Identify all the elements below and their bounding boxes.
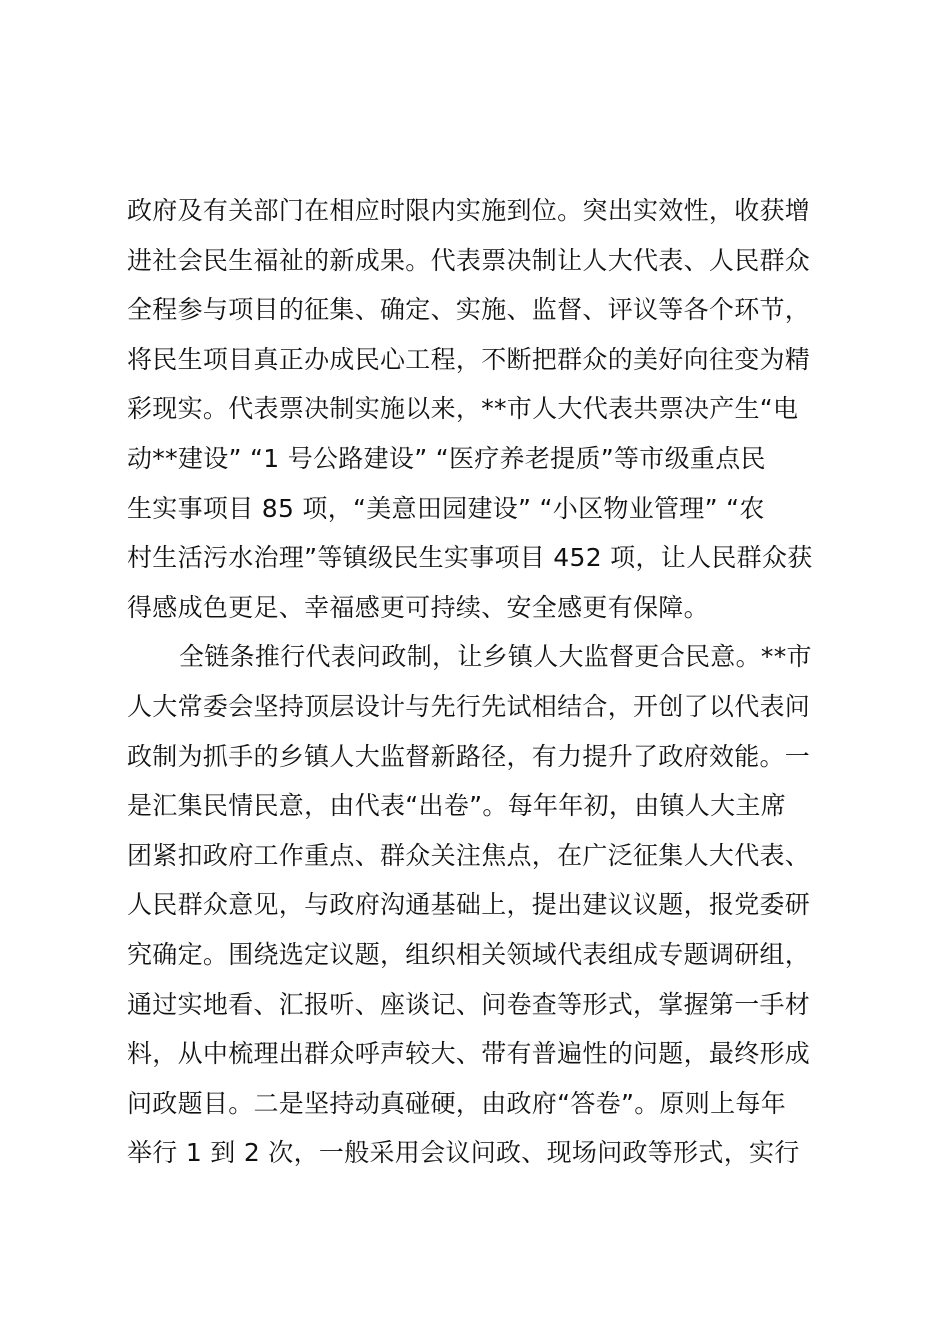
text-line: 全链条推行代表问政制，让乡镇人大监督更合民意。**市: [179, 642, 812, 672]
text-line: 动**建设” “1 号公路建设” “医疗养老提质”等市级重点民: [127, 443, 766, 473]
text-line: 进社会民生福祉的新成果。代表票决制让人大代表、人民群众: [127, 245, 811, 275]
text-line: 全程参与项目的征集、确定、实施、监督、评议等各个环节，: [127, 295, 811, 325]
text-line: 将民生项目真正办成民心工程，不断把群众的美好向往变为精: [127, 344, 811, 374]
text-line: 通过实地看、汇报听、座谈记、问卷查等形式，掌握第一手材: [127, 989, 811, 1019]
text-line: 料，从中梳理出群众呼声较大、带有普遍性的问题，最终形成: [127, 1039, 811, 1069]
text-line: 政府及有关部门在相应时限内实施到位。突出实效性，收获增: [127, 196, 811, 225]
paragraph-2: [127, 632, 833, 1178]
text-line: 生实事项目 85 项，“美意田园建设” “小区物业管理” “农: [127, 493, 765, 523]
text-line: 人民群众意见，与政府沟通基础上，提出建议议题，报党委研: [127, 890, 811, 920]
text-line: 团紧扣政府工作重点、群众关注焦点，在广泛征集人大代表、: [127, 840, 811, 870]
text-line: 是汇集民情民意，由代表“出卷”。每年年初，由镇人大主席: [127, 791, 787, 821]
text-line: 彩现实。代表票决制实施以来，**市人大代表共票决产生“电: [127, 394, 799, 424]
paragraph-1: [127, 186, 833, 632]
text-line: 村生活污水治理”等镇级民生实事项目 452 项，让人民群众获: [127, 543, 813, 573]
text-line: 究确定。围绕选定议题，组织相关领域代表组成专题调研组，: [127, 939, 811, 969]
text-line: 得感成色更足、幸福感更可持续、安全感更有保障。: [127, 592, 709, 622]
text-line: 人大常委会坚持顶层设计与先行先试相结合，开创了以代表问: [127, 691, 811, 721]
text-line: 举行 1 到 2 次，一般采用会议问政、现场问政等形式，实行: [127, 1138, 800, 1168]
text-line: 政制为抓手的乡镇人大监督新路径，有力提升了政府效能。一: [127, 741, 811, 771]
document-body: [127, 186, 833, 1178]
text-line: 问政题目。二是坚持动真碰硬，由政府“答卷”。原则上每年: [127, 1088, 787, 1118]
